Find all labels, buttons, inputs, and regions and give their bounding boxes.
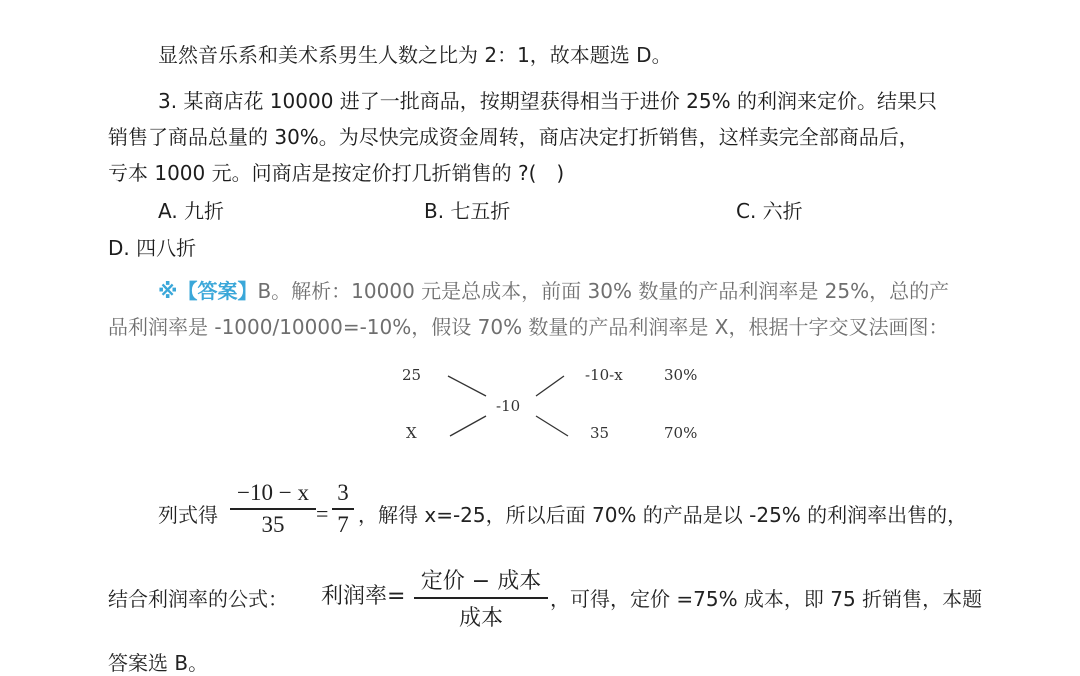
fraction-bar [230,508,316,510]
answer-mark: ※【答案】 [158,279,258,303]
diagram-percent-top: 30% [664,366,698,384]
fraction-rhs [332,480,354,538]
diagram-label-tl: 25 [402,366,422,384]
fraction-lhs [230,480,316,538]
answer-line [158,278,949,304]
option-c: C. 六折 [736,199,803,223]
diagram-label-bl: X [406,424,417,442]
formula-suffix: ，可得，定价 =75% 成本，即 75 折销售，本题 [550,587,983,611]
answer-line-2: 品利润率是 -1000/10000=-10%，假设 70% 数量的产品利润率是 X，根据十字交叉法画图： [108,315,949,339]
equals-sign: = [316,501,329,526]
option-a: A. 九折 [158,199,225,223]
cross-diagram [380,358,740,450]
diagram-line [448,376,486,396]
diagram-line [450,416,486,436]
fraction-numerator: 定价 − 成本 [420,569,542,594]
answer-text: B。解析：10000 元是总成本，前面 30% 数量的产品利润率是 25%，总的产 [257,279,950,303]
formula-fraction [414,564,548,632]
fraction-numerator: −10 − x [237,480,309,505]
question-line: 销售了商品总量的 30%。为尽快完成资金周转，商店决定打折销售，这样卖完全部商品后， [108,125,919,149]
fraction-denominator: 35 [261,512,285,537]
fraction-bar [414,597,548,599]
fraction-denominator: 7 [337,512,349,537]
option-d: D. 四八折 [108,236,197,260]
diagram-percent-bottom: 70% [664,424,698,442]
formula-lhs: 利润率= [321,584,406,609]
diagram-line [536,416,568,436]
fraction-denominator: 成本 [458,606,503,631]
text-line: 答案选 B。 [108,651,209,675]
question-line: 亏本 1000 元。问商店是按定价打几折销售的 ?( ) [108,161,565,185]
diagram-label-center: -10 [496,397,521,415]
diagram-label-tr: -10-x [585,366,623,384]
equation-prefix: 列式得 [158,503,218,527]
text-line: 显然音乐系和美术系男生人数之比为 2：1，故本题选 D。 [158,43,672,67]
diagram-line [536,376,564,396]
option-b: B. 七五折 [424,199,511,223]
formula-prefix: 结合利润率的公式： [108,587,288,611]
equation-suffix: ，解得 x=-25，所以后面 70% 的产品是以 -25% 的利润率出售的， [358,503,968,527]
fraction-numerator: 3 [337,480,349,505]
question-line: 3. 某商店花 10000 进了一批商品，按期望获得相当于进价 25% 的利润来定价。结果只 [158,89,937,113]
diagram-label-br: 35 [590,424,610,442]
fraction-bar [332,508,354,510]
